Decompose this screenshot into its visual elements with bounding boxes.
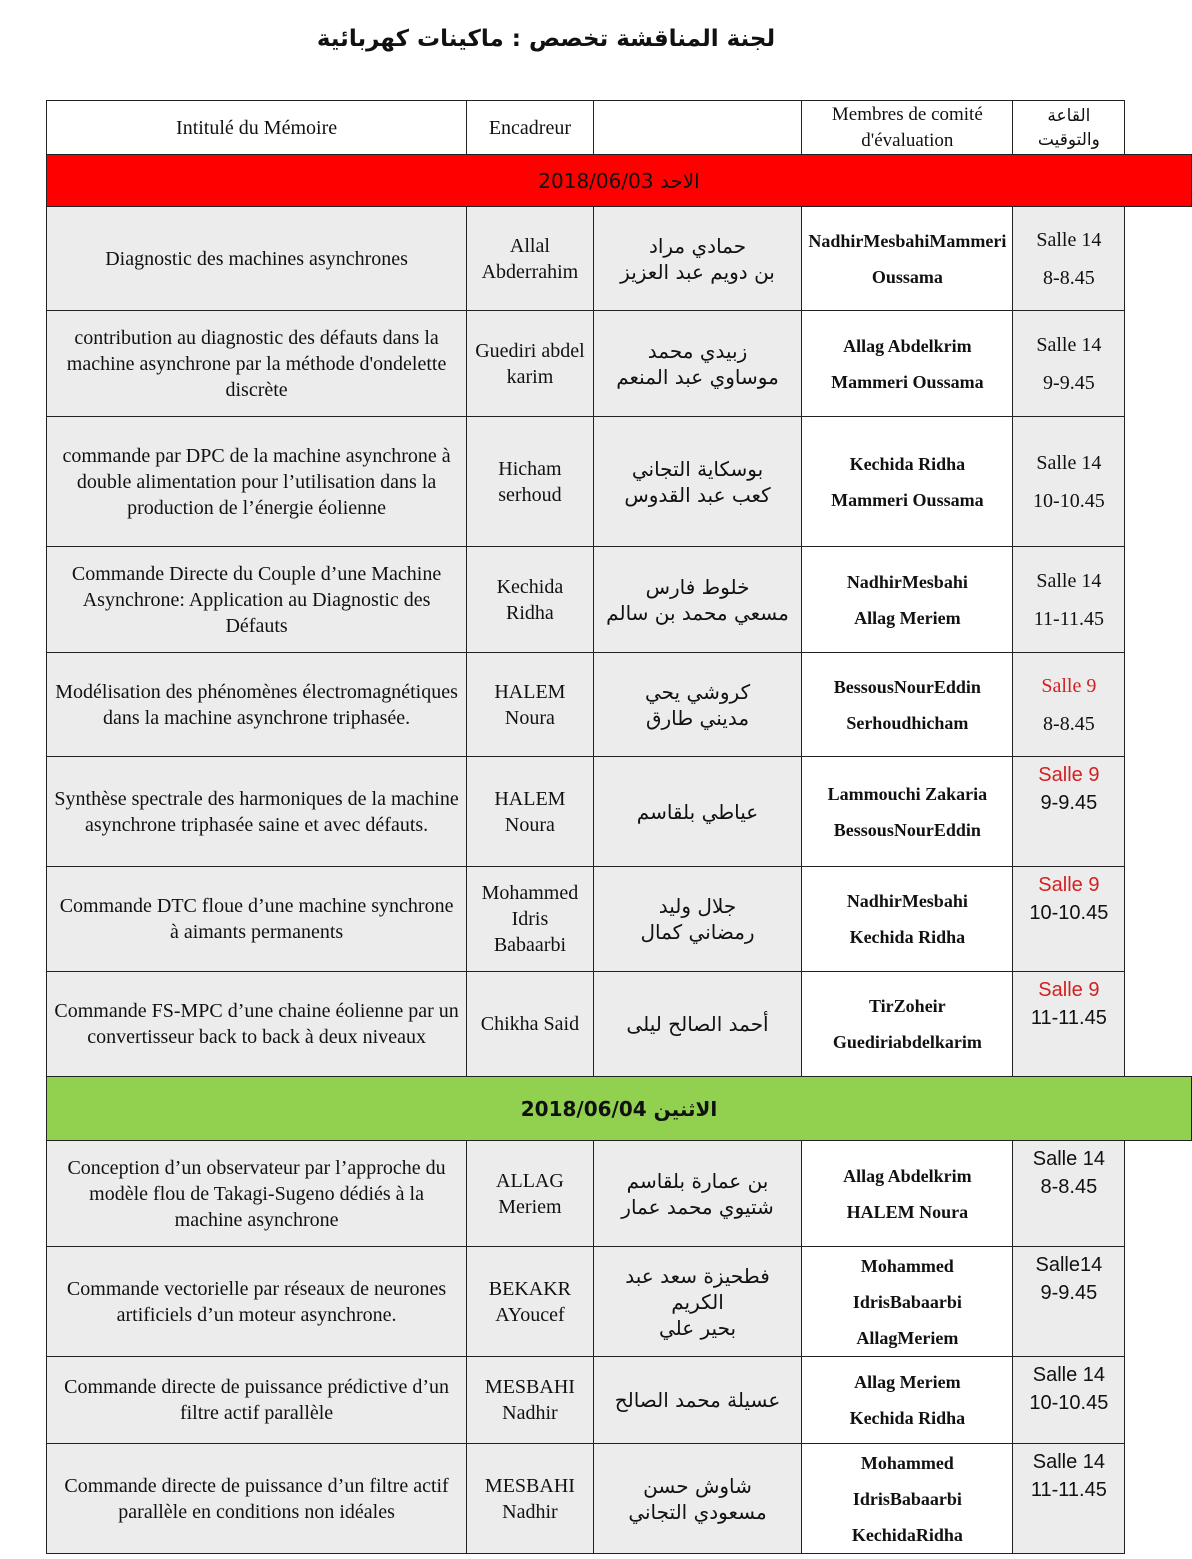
students	[593, 417, 802, 547]
room: Salle 14	[1032, 1364, 1106, 1386]
table-row	[47, 1444, 1192, 1554]
table-row	[47, 1357, 1192, 1444]
committee-members	[802, 207, 1013, 311]
supervisor: Guediri abdel karim	[467, 311, 594, 417]
supervisor: MESBAHI Nadhir	[467, 1357, 594, 1444]
committee-member: Allag Abdelkrim	[843, 335, 972, 356]
supervisor: MESBAHI Nadhir	[467, 1444, 594, 1554]
room: Salle 9	[1038, 874, 1100, 896]
student-name: شاوش حسن	[643, 1473, 752, 1498]
room: Salle 14	[1036, 451, 1102, 474]
time-slot: 8-8.45	[1043, 266, 1095, 289]
table-header-row	[47, 101, 1192, 155]
committee-member: Guediriabdelkarim	[832, 1032, 982, 1052]
time-slot: 11-11.45	[1030, 1007, 1107, 1029]
thesis-title: Commande FS-MPC d’une chaine éolienne par un convertisseur back to back à deux niveaux	[47, 972, 467, 1077]
thesis-title: contribution au diagnostic des défauts dans la machine asynchrone par la méthode d'ondelette discrète	[47, 311, 467, 417]
thesis-title: Conception d’un observateur par l’approche du modèle flou de Takagi-Sugeno dédiés à la machine asynchrone	[47, 1141, 467, 1247]
committee-members	[802, 1444, 1013, 1554]
table-row	[47, 207, 1192, 311]
room-time	[1013, 1141, 1125, 1247]
room: Salle 9	[1038, 764, 1100, 786]
time-slot: 11-11.45	[1033, 607, 1104, 630]
student-name: فطحيزة سعد عبد الكريم	[625, 1263, 770, 1314]
student-name: كعب عبد القدوس	[624, 482, 771, 507]
time-slot: 10-10.45	[1029, 902, 1109, 924]
thesis-title: Commande DTC floue d’une machine synchrone à aimants permanents	[47, 867, 467, 972]
thesis-title: Commande directe de puissance d’un filtre actif parallèle en conditions non idéales	[47, 1444, 467, 1554]
student-name: جلال وليد	[658, 894, 737, 918]
room-time	[1013, 311, 1125, 417]
header-room-label: القاعة	[1047, 105, 1091, 126]
committee-member: Mammeri Oussama	[831, 489, 984, 510]
committee-members	[802, 1357, 1013, 1444]
room: Salle 14	[1032, 1451, 1106, 1473]
time-slot: 11-11.45	[1030, 1479, 1107, 1501]
time-slot: 9-9.45	[1040, 1282, 1098, 1304]
committee-members	[802, 417, 1013, 547]
thesis-title: commande par DPC de la machine asynchrone à double alimentation pour l’utilisation dans la production de l’énergie éolienne	[47, 417, 467, 547]
room-time	[1013, 547, 1125, 653]
header-students	[593, 101, 802, 155]
header-title: Intitulé du Mémoire	[47, 101, 467, 155]
committee-member: Allag Abdelkrim	[843, 1165, 972, 1186]
table-row	[47, 1141, 1192, 1247]
student-name: خلوط فارس	[645, 574, 750, 599]
committee-members	[802, 757, 1013, 867]
committee-member: NadhirMesbahi	[846, 571, 968, 592]
committee-members	[802, 1247, 1013, 1357]
supervisor: Hicham serhoud	[467, 417, 594, 547]
committee-member: Serhoudhicham	[846, 712, 969, 733]
committee-member: Mammeri Oussama	[831, 371, 984, 392]
committee-members	[802, 972, 1013, 1077]
committee-member: BessousNourEddin	[833, 676, 981, 697]
committee-member: Allag Meriem	[854, 607, 961, 628]
time-slot: 9-9.45	[1040, 792, 1098, 814]
thesis-title: Modélisation des phénomènes électromagnétiques dans la machine asynchrone triphasée.	[47, 653, 467, 757]
day-label: 2018/06/03 الاحد	[47, 155, 1192, 207]
committee-members	[802, 1141, 1013, 1247]
header-committee: Membres de comité d'évaluation	[802, 101, 1013, 155]
room-time	[1013, 1444, 1125, 1554]
page-title: لجنة المناقشة تخصص : ماكينات كهربائية	[316, 26, 776, 52]
student-name: مديني طارق	[646, 705, 750, 730]
committee-member: HALEM Noura	[846, 1201, 969, 1222]
committee-member: NadhirMesbahiMammeri Oussama	[808, 230, 1007, 287]
students	[593, 653, 802, 757]
header-room-time	[1013, 101, 1125, 155]
student-name: زبيدي محمد	[647, 338, 748, 363]
room-time	[1013, 207, 1125, 311]
room-time	[1013, 757, 1125, 867]
defense-schedule-table	[46, 100, 1192, 1554]
supervisor: HALEM Noura	[467, 653, 594, 757]
committee-member: Mohammed IdrisBabaarbi	[852, 1452, 962, 1509]
room-time	[1013, 653, 1125, 757]
committee-member: Allag Meriem	[854, 1372, 961, 1392]
committee-member: BessousNourEddin	[833, 819, 981, 840]
header-time-label: والتوقيت	[1037, 129, 1100, 150]
thesis-title: Commande Directe du Couple d’une Machine Asynchrone: Application au Diagnostic des Défauts	[47, 547, 467, 653]
supervisor: Kechida Ridha	[467, 547, 594, 653]
student-name: موساوي عبد المنعم	[616, 364, 779, 389]
table-row	[47, 972, 1192, 1077]
students	[593, 867, 802, 972]
time-slot: 10-10.45	[1029, 1392, 1109, 1414]
committee-member: Kechida Ridha	[849, 1408, 966, 1428]
table-row	[47, 653, 1192, 757]
committee-member: Kechida Ridha	[849, 927, 966, 947]
committee-members	[802, 867, 1013, 972]
room-time	[1013, 867, 1125, 972]
students	[593, 1357, 802, 1444]
room: Salle 14	[1036, 569, 1102, 592]
student-name: حمادي مراد	[648, 233, 747, 258]
time-slot: 8-8.45	[1040, 1176, 1098, 1198]
thesis-title: Synthèse spectrale des harmoniques de la machine asynchrone triphasée saine et avec défauts.	[47, 757, 467, 867]
committee-member: TirZoheir	[869, 996, 946, 1016]
supervisor: ALLAG Meriem	[467, 1141, 594, 1247]
table-row	[47, 757, 1192, 867]
header-supervisor: Encadreur	[467, 101, 594, 155]
student-name: أحمد الصالح ليلى	[626, 1012, 769, 1036]
students	[593, 1247, 802, 1357]
table-row	[47, 417, 1192, 547]
room: Salle14	[1035, 1254, 1103, 1276]
students	[593, 757, 802, 867]
room-time	[1013, 972, 1125, 1077]
student-name: بوسكاية التجاني	[631, 456, 764, 481]
room: Salle 9	[1041, 674, 1097, 697]
student-name: مسعودي التجاني	[628, 1499, 767, 1524]
students	[593, 1444, 802, 1554]
room: Salle 14	[1032, 1148, 1106, 1170]
supervisor: BEKAKR AYoucef	[467, 1247, 594, 1357]
committee-members	[802, 311, 1013, 417]
committee-member: KechidaRidha	[851, 1524, 963, 1545]
student-name: بن دويم عبد العزيز	[620, 259, 775, 284]
room-time	[1013, 417, 1125, 547]
room-time	[1013, 1357, 1125, 1444]
table-row	[47, 311, 1192, 417]
committee-member: NadhirMesbahi	[846, 891, 968, 911]
student-name: عياطي بلقاسم	[636, 799, 759, 824]
day-label: 2018/06/04 الاثنين	[47, 1077, 1192, 1141]
thesis-title: Commande directe de puissance prédictive d’un filtre actif parallèle	[47, 1357, 467, 1444]
committee-members	[802, 653, 1013, 757]
table-row	[47, 547, 1192, 653]
time-slot: 10-10.45	[1033, 489, 1105, 512]
room: Salle 14	[1036, 333, 1102, 356]
student-name: شتيوي محمد عمار	[621, 1194, 774, 1219]
committee-members	[802, 547, 1013, 653]
table-row	[47, 1247, 1192, 1357]
time-slot: 9-9.45	[1043, 371, 1095, 394]
room: Salle 9	[1038, 979, 1100, 1001]
supervisor: Mohammed Idris Babaarbi	[467, 867, 594, 972]
students	[593, 1141, 802, 1247]
room: Salle 14	[1036, 228, 1102, 251]
table-row	[47, 867, 1192, 972]
time-slot: 8-8.45	[1043, 712, 1095, 735]
student-name: رمضاني كمال	[640, 920, 755, 944]
committee-member: Lammouchi Zakaria	[827, 783, 988, 804]
students	[593, 311, 802, 417]
supervisor: Allal Abderrahim	[467, 207, 594, 311]
student-name: بن عمارة بلقاسم	[626, 1168, 769, 1193]
student-name: مسعي محمد بن سالم	[606, 600, 789, 625]
student-name: عسيلة محمد الصالح	[614, 1388, 781, 1412]
student-name: كروشي يحي	[644, 679, 751, 704]
students	[593, 207, 802, 311]
thesis-title: Commande vectorielle par réseaux de neurones artificiels d’un moteur asynchrone.	[47, 1247, 467, 1357]
student-name: بحير علي	[658, 1315, 737, 1340]
room-time	[1013, 1247, 1125, 1357]
supervisor: HALEM Noura	[467, 757, 594, 867]
committee-member: Mohammed IdrisBabaarbi	[852, 1255, 962, 1312]
day-separator-row	[47, 1077, 1192, 1141]
supervisor: Chikha Said	[467, 972, 594, 1077]
committee-member: AllagMeriem	[856, 1327, 959, 1348]
committee-member: Kechida Ridha	[849, 453, 966, 474]
day-separator-row	[47, 155, 1192, 207]
students	[593, 547, 802, 653]
students	[593, 972, 802, 1077]
thesis-title: Diagnostic des machines asynchrones	[47, 207, 467, 311]
